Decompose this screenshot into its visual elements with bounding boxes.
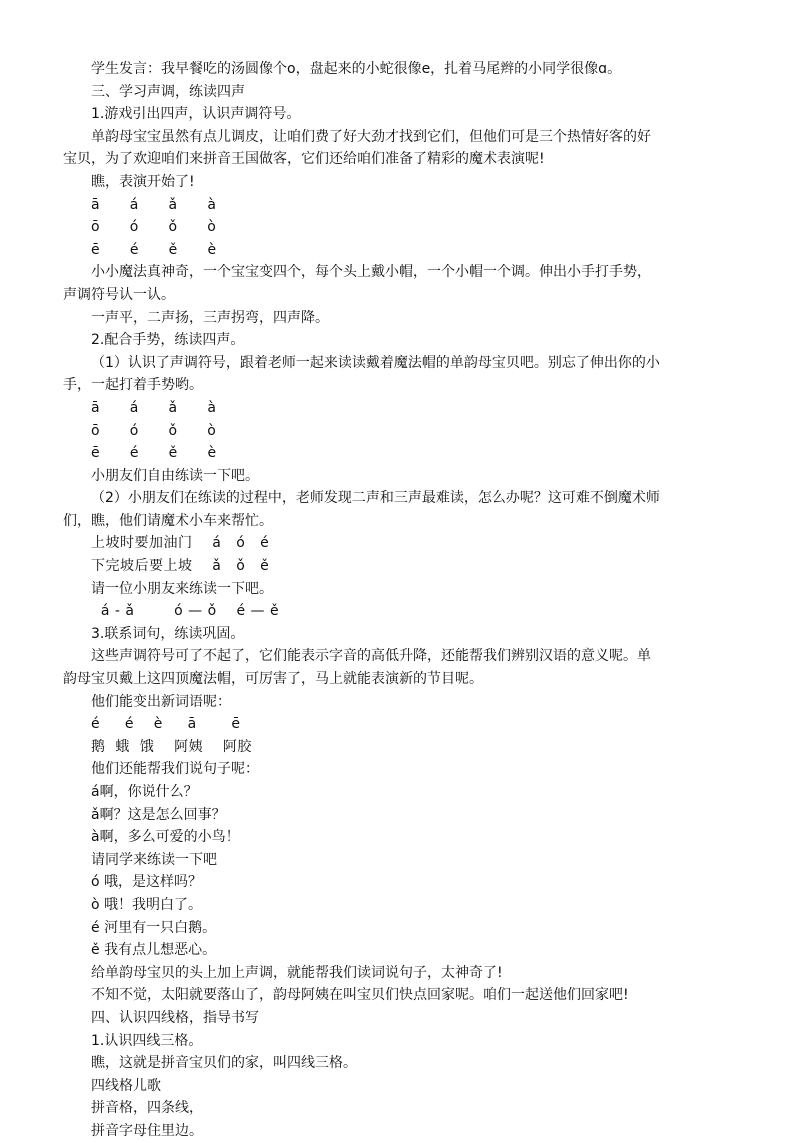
text-line: 瞧，这就是拼音宝贝们的家，叫四线三格。 [91,1055,357,1072]
sentence-line: ó 哦，是这样吗？ [91,874,203,891]
text-line: 这些声调符号可了不起了，它们能表示字音的高低升降，还能帮我们辨别汉语的意义呢。单 [91,648,651,665]
section-heading-tones: 三、学习声调，练读四声 [91,83,245,100]
pinyin-row-a: ā á ǎ à [91,399,217,416]
text-line-uphill: 上坡时要加油门 á ó é [91,535,270,552]
text-line: （2）小朋友们在练读的过程中，老师发现二声和三声最难读，怎么办呢？这可难不倒魔术师 [91,490,660,507]
sentence-line: á啊，你说什么？ [91,784,198,800]
step-heading-game: 1.游戏引出四声，认识声调符号。 [91,106,301,123]
pinyin-row-e: ē é ě è [91,241,217,258]
text-line-continued: 们，瞧，他们请魔术小车来帮忙。 [63,512,273,529]
text-line-continued: 宝贝，为了欢迎咱们来拼音王国做客，它们还给咱们准备了精彩的魔术表演呢! [63,151,545,168]
sentence-line: é 河里有一只白鹅。 [91,919,217,936]
text-line: 请一位小朋友来练读一下吧。 [91,580,273,597]
text-line-continued: 韵母宝贝戴上这四顶魔法帽，可厉害了，马上就能表演新的节目呢。 [63,671,483,688]
text-line: 瞧，表演开始了! [91,173,195,190]
text-line-tone-rhyme: 一声平，二声扬，三声拐弯，四声降。 [91,309,329,326]
sentence-line: ǎ啊？这是怎么回事？ [91,806,226,823]
pinyin-row-o: ō ó ǒ ò [91,422,217,439]
text-line: 他们还能帮我们说句子呢： [91,761,259,778]
pinyin-row-e: ē é ě è [91,445,217,462]
text-line: 不知不觉，太阳就要落山了，韵母阿姨在叫宝贝们快点回家呢。咱们一起送他们回家吧! [91,987,629,1004]
text-line-continued: 声调符号认一认。 [63,286,175,303]
text-line-continued: 手，一起打着手势哟。 [63,377,203,394]
text-line: 请同学来练读一下吧 [91,851,217,868]
word-row: 鹅 蛾 饿 阿姨 阿胶 [91,738,252,755]
text-line: 单韵母宝宝虽然有点儿调皮，让咱们费了好大劲才找到它们，但他们可是三个热情好客的好 [91,128,651,145]
sentence-line: ò 哦！我明白了。 [91,896,203,913]
section-heading-grid: 四、认识四线格，指导书写 [91,1009,259,1026]
pinyin-pairs-row: á - ǎ ó — ǒ é — ě [91,603,280,620]
sentence-line: ě 我有点儿想恶心。 [91,942,217,959]
text-line-downhill: 下完坡后要上坡 ǎ ǒ ě [91,558,270,575]
text-line: 他们能变出新词语呢： [91,693,231,710]
rhyme-title: 四线格儿歌 [91,1077,161,1094]
text-line: （1）认识了声调符号，跟着老师一起来读读戴着魔法帽的单韵母宝贝吧。别忘了伸出你的小 [91,354,660,371]
pinyin-word-row: é é è ā ē [91,716,241,733]
rhyme-line: 拼音字母住里边。 [91,1122,203,1139]
text-line-student-speech: 学生发言：我早餐吃的汤圆像个o，盘起来的小蛇很像e，扎着马尾辫的小同学很像ɑ。 [91,61,622,77]
step-heading-words: 3.联系词句，练读巩固。 [91,625,245,642]
text-line: 给单韵母宝贝的头上加上声调，就能帮我们读词说句子，太神奇了! [91,964,503,981]
sentence-line: à啊，多么可爱的小鸟！ [91,829,240,846]
rhyme-line: 拼音格，四条线， [91,1100,203,1117]
text-line: 小朋友们自由练读一下吧。 [91,467,259,484]
text-line: 小小魔法真神奇，一个宝宝变四个，每个头上戴小帽，一个小帽一个调。伸出小手打手势， [91,264,651,281]
step-heading-gestures: 2.配合手势，练读四声。 [91,332,245,349]
pinyin-row-o: ō ó ǒ ò [91,219,217,236]
step-heading-grid: 1.认识四线三格。 [91,1032,203,1049]
pinyin-row-a: ā á ǎ à [91,196,217,213]
